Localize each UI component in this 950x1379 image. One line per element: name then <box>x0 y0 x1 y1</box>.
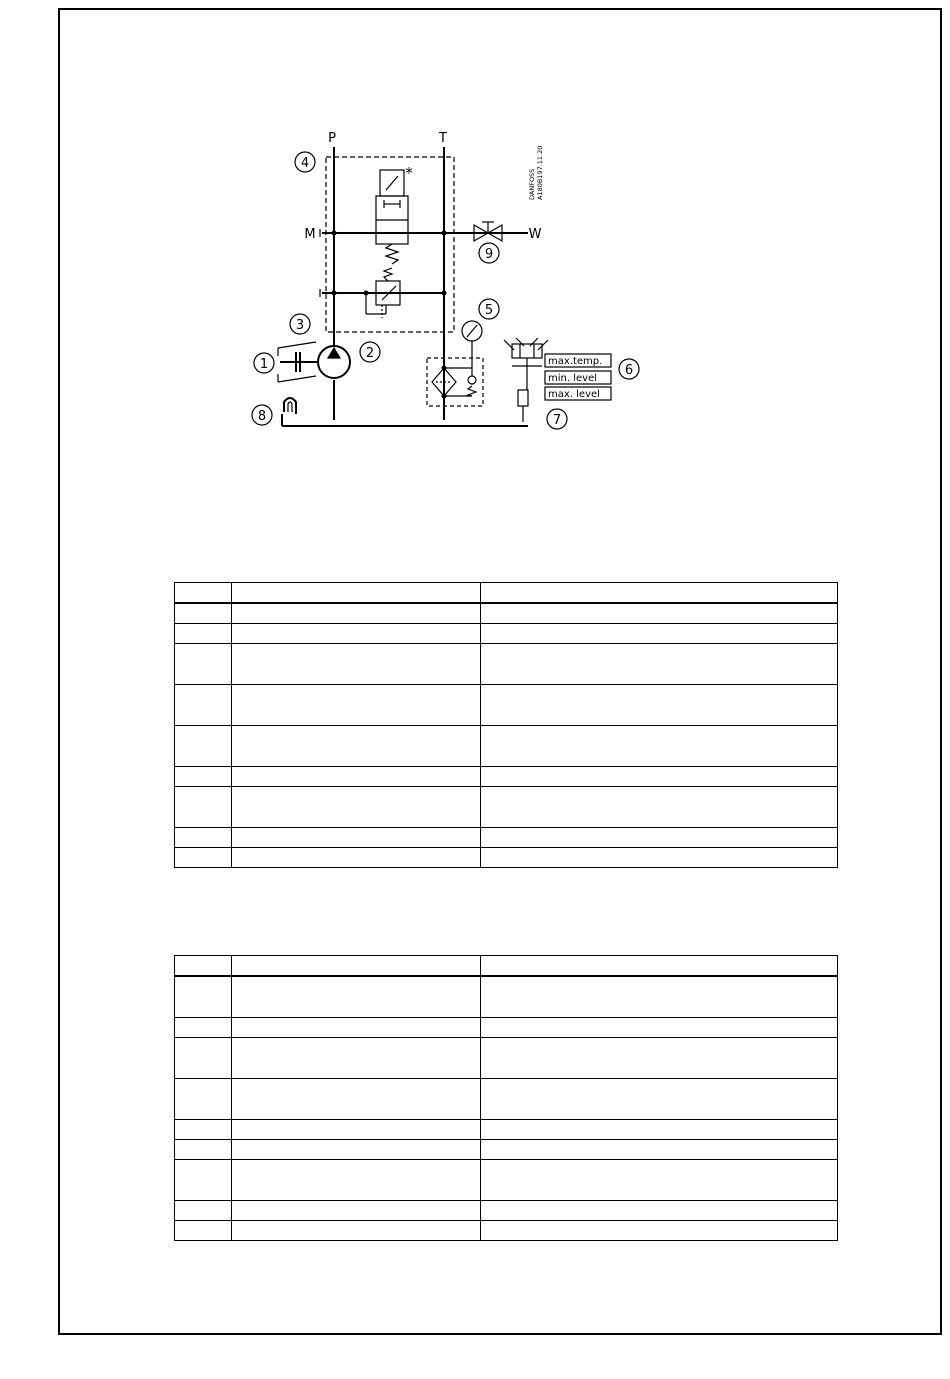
table-cell <box>481 956 838 977</box>
level-temperature-switch <box>512 344 542 358</box>
table-cell <box>232 1221 481 1241</box>
table-cell <box>232 1160 481 1201</box>
table-cell <box>232 624 481 644</box>
table-cell <box>232 726 481 767</box>
table-row <box>175 767 838 787</box>
callout-8: 8 <box>257 409 267 424</box>
label-max-temp: max.temp. <box>548 356 603 367</box>
table-row <box>175 1079 838 1120</box>
table-row <box>175 787 838 828</box>
table-cell <box>175 1038 232 1079</box>
label-max-level: max. level <box>548 389 600 400</box>
component-table-1 <box>174 582 838 868</box>
table-row <box>175 1018 838 1038</box>
table-cell <box>481 1160 838 1201</box>
table-row <box>175 1120 838 1140</box>
table-row <box>175 1140 838 1160</box>
callout-6: 6 <box>624 363 634 378</box>
table-cell <box>481 1120 838 1140</box>
table-row <box>175 1201 838 1221</box>
table-cell <box>232 848 481 868</box>
table-cell <box>481 787 838 828</box>
filter-block-outline <box>427 358 483 406</box>
table-cell <box>232 787 481 828</box>
table-cell <box>481 1079 838 1120</box>
table-cell <box>481 624 838 644</box>
port-label-p: P <box>328 131 336 146</box>
table-cell <box>481 583 838 604</box>
table-cell <box>175 828 232 848</box>
table-row <box>175 976 838 1018</box>
table-row <box>175 685 838 726</box>
table-cell <box>232 603 481 624</box>
table-cell <box>232 1120 481 1140</box>
table-cell <box>481 644 838 685</box>
table-row <box>175 603 838 624</box>
table-cell <box>175 767 232 787</box>
table-cell <box>232 956 481 977</box>
table-cell <box>481 767 838 787</box>
table-cell <box>175 1018 232 1038</box>
table-cell <box>481 976 838 1018</box>
table-cell <box>232 1079 481 1120</box>
table-cell <box>481 1018 838 1038</box>
table-row <box>175 1221 838 1241</box>
table-header-row <box>175 583 838 604</box>
port-label-t: T <box>439 131 447 146</box>
reference-line-2: A180B197.11.20 <box>536 145 544 200</box>
table-cell <box>481 603 838 624</box>
breather <box>284 398 296 414</box>
table-cell <box>175 956 232 977</box>
table-cell <box>175 1120 232 1140</box>
table-cell <box>232 644 481 685</box>
table-cell <box>232 767 481 787</box>
table-cell <box>175 726 232 767</box>
table-cell <box>232 976 481 1018</box>
table-cell <box>232 828 481 848</box>
table-cell <box>175 685 232 726</box>
table-cell <box>481 1140 838 1160</box>
table-cell <box>175 976 232 1018</box>
callout-9: 9 <box>484 247 494 262</box>
callout-2: 2 <box>365 346 375 361</box>
table-cell <box>175 1079 232 1120</box>
table-row <box>175 644 838 685</box>
port-label-m: M <box>304 227 316 242</box>
table-cell <box>232 583 481 604</box>
table-row <box>175 624 838 644</box>
table-row <box>175 828 838 848</box>
label-min-level: min. level <box>548 373 597 384</box>
table-cell <box>175 603 232 624</box>
table-cell <box>175 787 232 828</box>
table-row <box>175 726 838 767</box>
table-row <box>175 1160 838 1201</box>
table-cell <box>232 1038 481 1079</box>
callout-7: 7 <box>552 413 562 428</box>
table-cell <box>481 1038 838 1079</box>
table-cell <box>232 685 481 726</box>
table-cell <box>175 1140 232 1160</box>
table-cell <box>232 1018 481 1038</box>
table-cell <box>481 828 838 848</box>
hydraulic-schematic <box>240 125 660 440</box>
table-cell <box>175 624 232 644</box>
table-row <box>175 1038 838 1079</box>
asterisk: * <box>405 164 413 182</box>
callout-1: 1 <box>259 357 269 372</box>
table-cell <box>481 1221 838 1241</box>
port-label-w: W <box>528 227 542 242</box>
table-cell <box>232 1201 481 1221</box>
table-cell <box>481 726 838 767</box>
callout-3: 3 <box>295 318 305 333</box>
table-row <box>175 848 838 868</box>
component-table-2 <box>174 955 838 1241</box>
table-cell <box>175 1221 232 1241</box>
table-cell <box>232 1140 481 1160</box>
table-cell <box>175 848 232 868</box>
callout-4: 4 <box>300 156 310 171</box>
table-cell <box>481 1201 838 1221</box>
table-cell <box>175 583 232 604</box>
table-cell <box>175 1160 232 1201</box>
callout-5: 5 <box>484 303 494 318</box>
table-cell <box>481 848 838 868</box>
reference-line-1: DANFOSS <box>528 168 536 200</box>
table-cell <box>481 685 838 726</box>
level-float <box>518 390 528 406</box>
table-cell <box>175 1201 232 1221</box>
table-header-row <box>175 956 838 977</box>
table-cell <box>175 644 232 685</box>
